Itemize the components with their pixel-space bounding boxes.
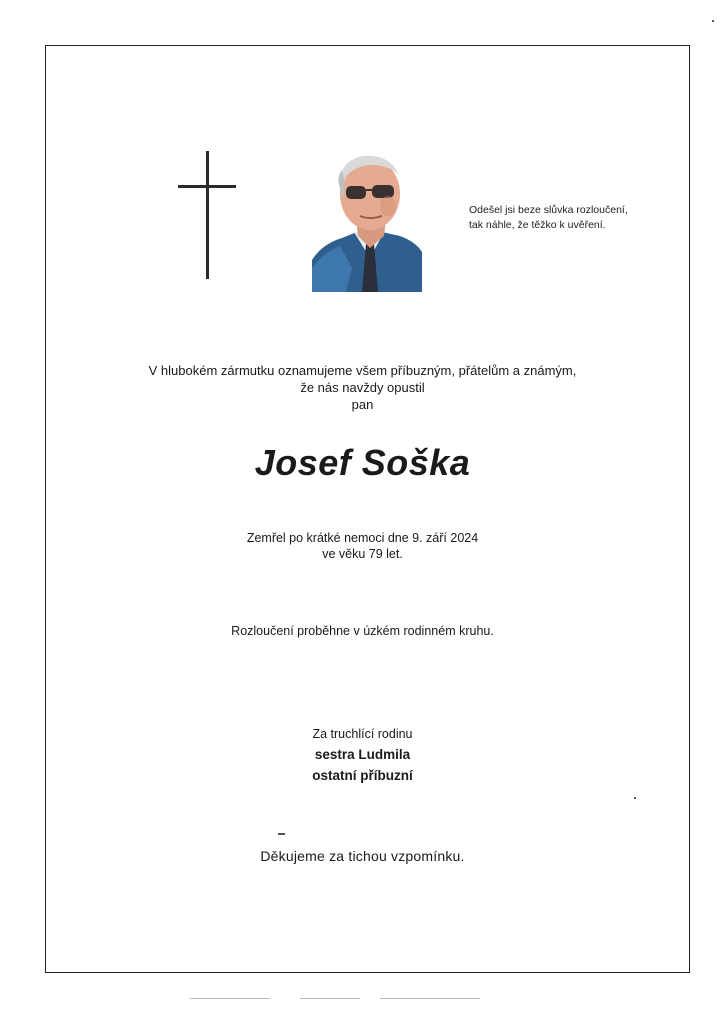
quote-line: tak náhle, že těžko k uvěření.	[469, 219, 606, 231]
quote-line: Odešel jsi beze slůvka rozloučení,	[469, 204, 628, 216]
scan-speck	[712, 20, 714, 22]
scan-line	[190, 998, 270, 999]
announcement-line: pan	[351, 397, 374, 412]
death-info-line: ve věku 79 let.	[322, 547, 403, 561]
closing-thanks: Děkujeme za tichou vzpomínku.	[260, 848, 465, 864]
announcement	[0, 362, 725, 413]
mourners	[0, 724, 725, 786]
death-info	[0, 530, 725, 562]
scan-line	[300, 998, 360, 999]
memorial-quote	[469, 203, 669, 233]
death-info-line: Zemřel po krátké nemoci dne 9. září 2024	[246, 531, 479, 545]
farewell-text: Rozloučení proběhne v úzkém rodinném kruhu.	[231, 624, 494, 638]
cross-icon	[178, 151, 238, 281]
portrait-photo	[312, 148, 422, 292]
scan-speck	[278, 833, 285, 835]
announcement-line: že nás navždy opustil	[300, 380, 425, 395]
deceased-name: Josef Soška	[254, 442, 471, 483]
scan-speck	[634, 797, 636, 799]
mourners-intro: Za truchlící rodinu	[312, 727, 413, 741]
scan-line	[380, 998, 480, 999]
mourner-name: sestra Ludmila	[314, 747, 411, 762]
mourner-name: ostatní příbuzní	[312, 768, 413, 783]
announcement-line: V hlubokém zármutku oznamujeme všem příbuzným, přátelům a známým,	[148, 363, 577, 378]
